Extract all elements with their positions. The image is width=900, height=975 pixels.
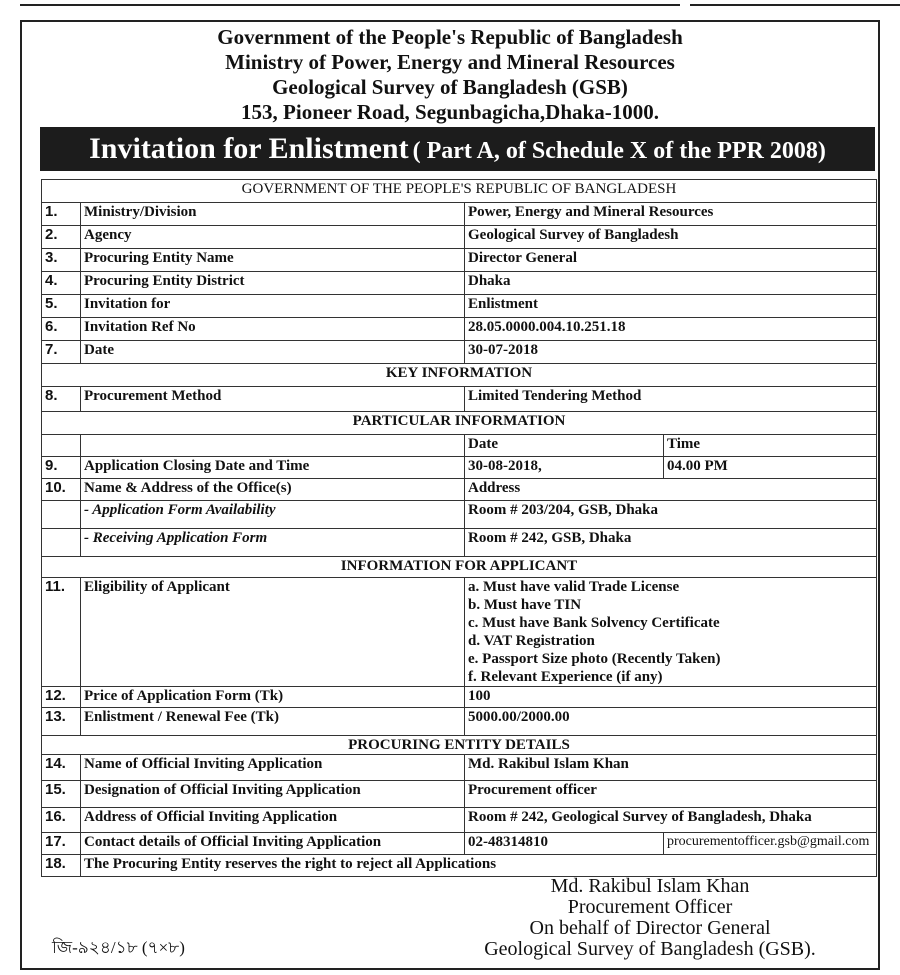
table-title: GOVERNMENT OF THE PEOPLE'S REPUBLIC OF BANGLADESH: [42, 180, 877, 203]
row-value: 28.05.0000.004.10.251.18: [465, 318, 877, 341]
table-row: [42, 295, 877, 318]
footer-code: জি-৯২৪/১৮ (৭×৮): [52, 938, 185, 957]
row-number: 15.: [42, 781, 81, 808]
signature-name: Md. Rakibul Islam Khan: [550, 875, 750, 897]
row-number: 17.: [42, 833, 81, 855]
row-value: Power, Energy and Mineral Resources: [465, 203, 877, 226]
header-line-ministry: Ministry of Power, Energy and Mineral Resources: [225, 50, 675, 74]
table-row: [42, 457, 877, 479]
row-label: The Procuring Entity reserves the right to reject all Applications: [81, 855, 877, 877]
list-item: f. Relevant Experience (if any): [468, 669, 663, 685]
row-label: - Application Form Availability: [81, 501, 465, 529]
row-number: 5.: [42, 295, 81, 318]
table-row: [42, 479, 877, 501]
table-row: [42, 364, 877, 387]
section-particular-information: PARTICULAR INFORMATION: [42, 412, 877, 435]
list-item: b. Must have TIN: [468, 597, 582, 613]
row-value: Dhaka: [465, 272, 877, 295]
row-value: Limited Tendering Method: [465, 387, 877, 412]
table-row: [42, 557, 877, 578]
row-value: Md. Rakibul Islam Khan: [465, 755, 877, 781]
row-label: Name of Official Inviting Application: [81, 755, 465, 781]
table-row: [42, 755, 877, 781]
header-line-address: 153, Pioneer Road, Segunbagicha,Dhaka-1000.: [241, 100, 659, 124]
top-rule-right: [690, 0, 900, 6]
table-row: [42, 435, 877, 457]
header-line-agency: Geological Survey of Bangladesh (GSB): [272, 75, 628, 99]
signature-organization: Geological Survey of Bangladesh (GSB).: [484, 938, 816, 960]
row-value: Enlistment: [465, 295, 877, 318]
row-value: Address: [465, 479, 877, 501]
row-label: Enlistment / Renewal Fee (Tk): [81, 708, 465, 736]
row-label: Name & Address of the Office(s): [81, 479, 465, 501]
row-number: [42, 501, 81, 529]
contact-phone: 02-48314810: [465, 833, 664, 855]
row-number: 1.: [42, 203, 81, 226]
row-number: 13.: [42, 708, 81, 736]
row-value: 30-07-2018: [465, 341, 877, 364]
table-row: [42, 855, 877, 877]
row-value: Room # 242, Geological Survey of Bangladesh, Dhaka: [465, 808, 877, 833]
row-label: Date: [81, 341, 465, 364]
row-label: Agency: [81, 226, 465, 249]
row-number: 18.: [42, 855, 81, 877]
banner-title: Invitation for Enlistment: [89, 132, 409, 165]
table-row: [42, 249, 877, 272]
row-label: Application Closing Date and Time: [81, 457, 465, 479]
closing-date: 30-08-2018,: [465, 457, 664, 479]
row-value: 100: [465, 687, 877, 708]
table-row: [42, 341, 877, 364]
row-label: Procurement Method: [81, 387, 465, 412]
row-number: 10.: [42, 479, 81, 501]
row-value: Room # 242, GSB, Dhaka: [465, 529, 877, 557]
contact-email: procurementofficer.gsb@gmail.com: [664, 833, 877, 855]
row-label: Contact details of Official Inviting Application: [81, 833, 465, 855]
table-row: [42, 708, 877, 736]
row-label: Invitation for: [81, 295, 465, 318]
row-value: Procurement officer: [465, 781, 877, 808]
table-row: [42, 180, 877, 203]
signature-behalf: On behalf of Director General: [529, 917, 771, 939]
row-value: Room # 203/204, GSB, Dhaka: [465, 501, 877, 529]
column-header-time: Time: [664, 435, 877, 457]
row-number: 14.: [42, 755, 81, 781]
list-item: e. Passport Size photo (Recently Taken): [468, 651, 721, 667]
row-label: Procuring Entity District: [81, 272, 465, 295]
row-label: Eligibility of Applicant: [81, 578, 465, 687]
header-line-government: Government of the People's Republic of Bangladesh: [217, 25, 683, 49]
table-row: [42, 833, 877, 855]
closing-time: 04.00 PM: [664, 457, 877, 479]
row-number: 7.: [42, 341, 81, 364]
row-number: 2.: [42, 226, 81, 249]
list-item: c. Must have Bank Solvency Certificate: [468, 615, 720, 631]
table-row: [42, 781, 877, 808]
row-value: Director General: [465, 249, 877, 272]
table-row: [42, 272, 877, 295]
table-row: [42, 226, 877, 249]
eligibility-list: [465, 578, 877, 687]
row-value: 5000.00/2000.00: [465, 708, 877, 736]
table-row: [42, 412, 877, 435]
table-row: [42, 318, 877, 341]
row-label: Ministry/Division: [81, 203, 465, 226]
row-label: Invitation Ref No: [81, 318, 465, 341]
table-row: [42, 736, 877, 755]
table-row: [42, 578, 877, 687]
table-row: [42, 387, 877, 412]
table-row: [42, 529, 877, 557]
row-label: Price of Application Form (Tk): [81, 687, 465, 708]
table-row: [42, 203, 877, 226]
row-number: [42, 529, 81, 557]
table-row: [42, 687, 877, 708]
row-label: - Receiving Application Form: [81, 529, 465, 557]
row-number: 4.: [42, 272, 81, 295]
row-number: 8.: [42, 387, 81, 412]
section-procuring-entity-details: PROCURING ENTITY DETAILS: [42, 736, 877, 755]
row-number: [42, 435, 81, 457]
list-item: a. Must have valid Trade License: [468, 579, 680, 595]
row-number: 11.: [42, 578, 81, 687]
row-number: 9.: [42, 457, 81, 479]
row-label: Address of Official Inviting Application: [81, 808, 465, 833]
title-banner: [40, 127, 875, 171]
section-key-information: KEY INFORMATION: [42, 364, 877, 387]
list-item: d. VAT Registration: [468, 633, 595, 649]
row-number: 12.: [42, 687, 81, 708]
row-number: 16.: [42, 808, 81, 833]
column-header-date: Date: [465, 435, 664, 457]
banner-subtitle: ( Part A, of Schedule X of the PPR 2008): [412, 138, 826, 164]
row-number: 3.: [42, 249, 81, 272]
section-information-for-applicant: INFORMATION FOR APPLICANT: [42, 557, 877, 578]
row-number: 6.: [42, 318, 81, 341]
row-label: [81, 435, 465, 457]
row-label: Designation of Official Inviting Application: [81, 781, 465, 808]
row-label: Procuring Entity Name: [81, 249, 465, 272]
table-row: [42, 501, 877, 529]
row-value: Geological Survey of Bangladesh: [465, 226, 877, 249]
table-row: [42, 808, 877, 833]
top-rule-left: [20, 0, 680, 6]
enlistment-table: [41, 179, 877, 877]
signature-title: Procurement Officer: [567, 896, 733, 918]
